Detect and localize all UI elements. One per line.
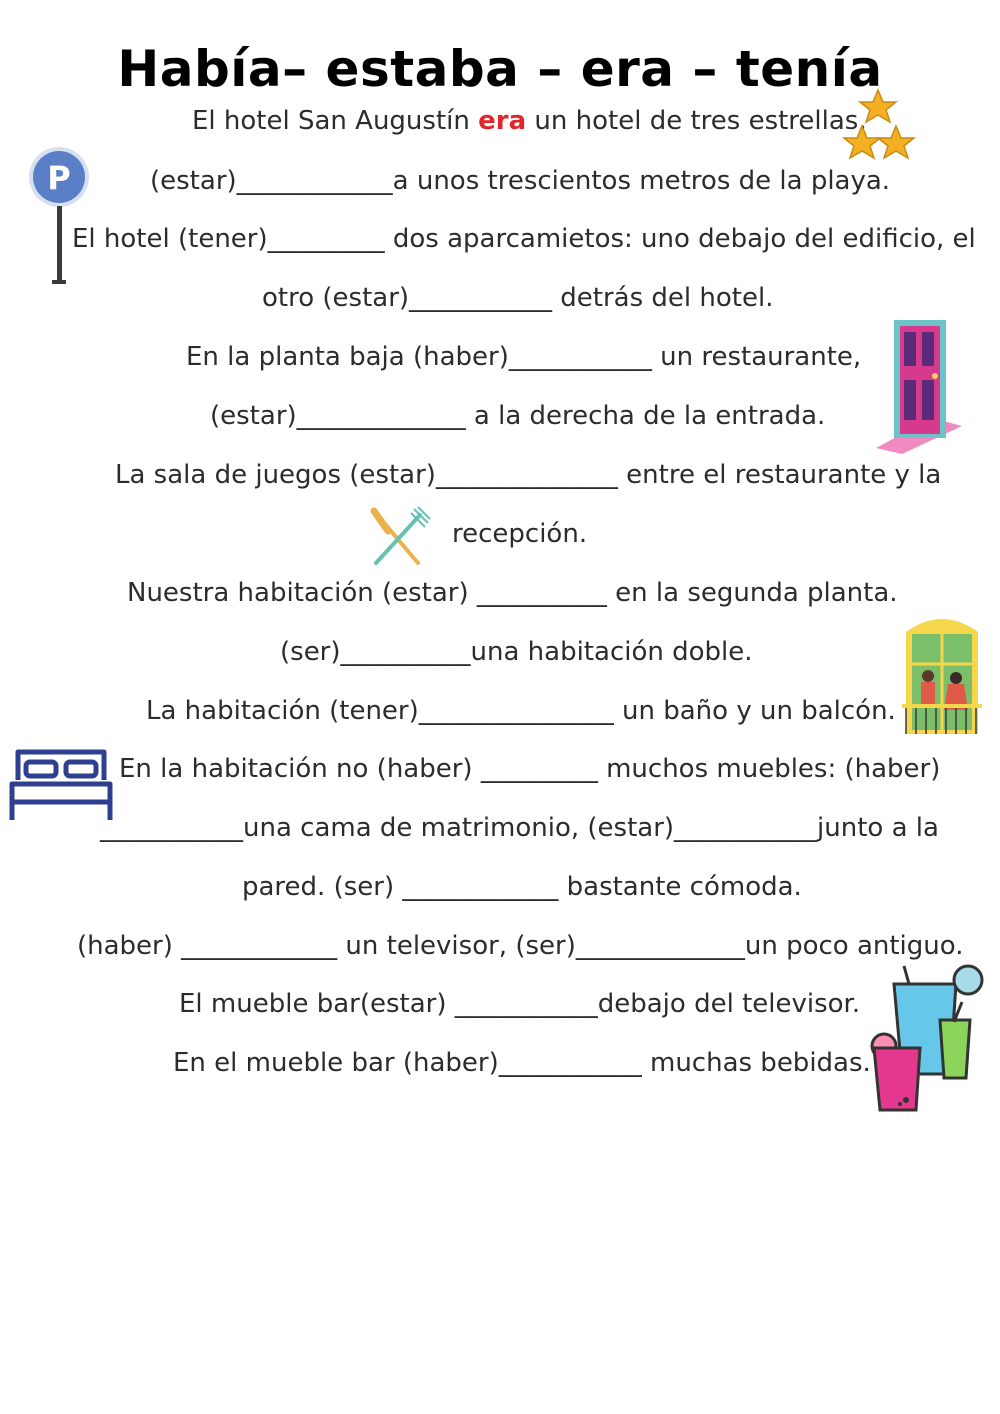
exercise-line: En la planta baja (haber)___________ un restaurante, [186,342,862,372]
intro-after: un hotel de tres estrellas, [526,106,867,136]
exercise-line: (estar)____________a unos trescientos metros de la playa. [150,166,891,196]
exercise-line: La habitación (tener)_______________ un baño y un balcón. [146,696,896,726]
exercise-line: pared. (ser) ____________ bastante cómoda. [242,872,802,902]
exercise-line: En la habitación no (haber) _________ muchos muebles: (haber) [119,754,941,784]
worksheet-title: Había– estaba – era – tenía [117,40,883,98]
bed-icon [8,746,116,824]
drinks-icon [864,962,990,1114]
exercise-line: otro (estar)___________ detrás del hotel. [262,283,774,313]
intro-before: El hotel San Augustín [192,106,479,136]
exercise-line: El mueble bar(estar) ___________debajo del televisor. [179,989,861,1019]
exercise-line: ___________una cama de matrimonio, (estar)___________junto a la [100,813,939,843]
exercise-line: (ser)__________una habitación doble. [280,637,753,667]
exercise-line: La sala de juegos (estar)______________ entre el restaurante y la [115,460,942,490]
parking-letter: P [47,159,71,197]
balcony-icon [896,612,988,738]
parking-sign-icon [26,145,92,287]
exercise-line: (haber) ____________ un televisor, (ser)_____________un poco antiguo. [77,931,964,961]
exercise-line: Nuestra habitación (estar) __________ en la segunda planta. [127,578,898,608]
exercise-line: recepción. [452,519,588,549]
exercise-line: El hotel (tener)_________ dos aparcamietos: uno debajo del edificio, el [72,224,976,254]
door-icon [872,318,964,456]
exercise-line: (estar)_____________ a la derecha de la entrada. [210,401,826,431]
stars-icon [840,88,920,168]
intro-highlight: era [478,106,527,136]
cutlery-icon [368,505,432,569]
intro-line [192,104,867,138]
exercise-line: En el mueble bar (haber)___________ muchas bebidas. [173,1048,871,1078]
